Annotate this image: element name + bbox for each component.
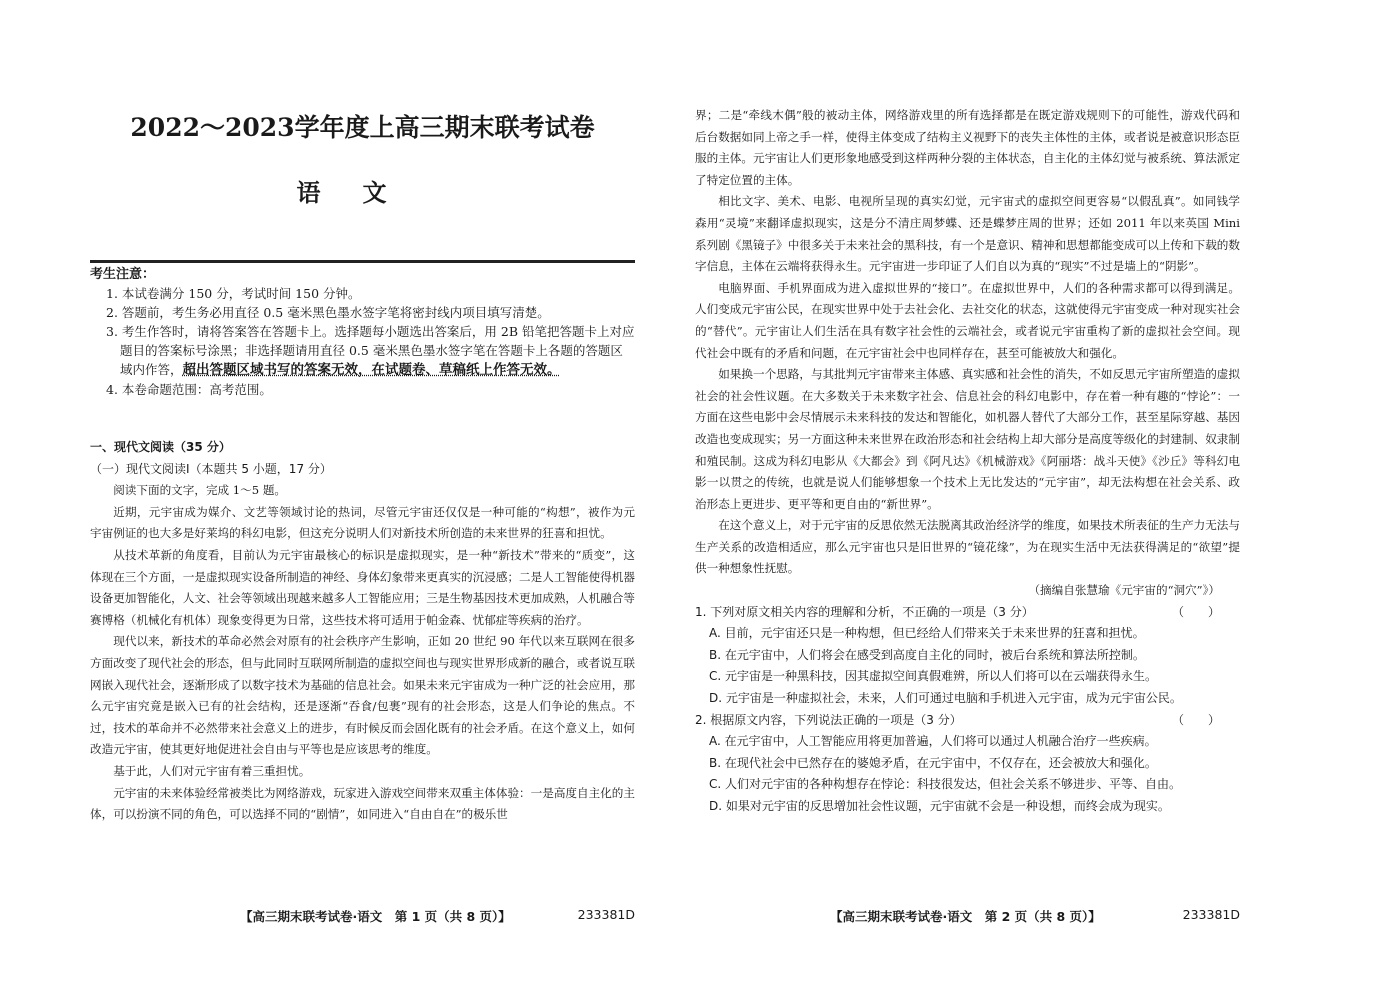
paragraph: 如果换一个思路，与其批判元宇宙带来主体感、真实感和社会性的消失，不如反思元宇宙所塑造的虚拟社会的社会性议题。在大多数关于未来数字社会、信息社会的科幻电影中，存在着一种有趣的“悖论”：一方面在这些电影中会尽情展示未来科技的发达和智能化，如机器人替代了大部分工作，甚至星际穿越、基因改造也变成现实；另一方面这种未来世界在政治形态和社会结构上却大部分是高度等级化的封建制、奴隶制和殖民制。这成为科幻电影从《大都会》到《阿凡达》《机械游戏》《阿丽塔：战斗天使》《沙丘》等科幻电影一以贯之的传统，也就是说人们能够想象一个技术上无比发达的“元宇宙”，却无法构想在社会关系、政治形态上更进步、更平等和更自由的“新世界”。 [695, 367, 1240, 511]
paragraph: 从技术革新的角度看，目前认为元宇宙最核心的标识是虚拟现实，是一种“新技术”带来的“质变”，这体现在三个方面，一是虚拟现实设备所制造的神经、身体幻象带来更真实的沉浸感；二是人工智能使得机器设备更加智能化，人文、社会等领域出现越来越多人工智能应用；三是生物基因技术更加成熟，人机融合等赛博格（机械化有机体）现象变得更为日常，这些技术将可适用于帕金森、忧郁症等疾病的治疗。 [90, 547, 635, 627]
paragraph: 在这个意义上，对于元宇宙的反思依然无法脱离其政治经济学的维度，如果技术所表征的生产力无法与生产关系的改造相适应，那么元宇宙也只是旧世界的“镜花缘”，为在现实生活中无法获得满足的“欲望”提供一种想象性抚慰。 [695, 518, 1240, 576]
paragraph: 元宇宙的未来体验经常被类比为网络游戏，玩家进入游戏空间带来双重主体体验：一是高度自主化的主体，可以扮演不同的角色，可以选择不同的“剧情”，如同进入“自由自在”的极乐世 [90, 785, 635, 822]
option-b: B. 在现代社会中已然存在的婆媳矛盾，在元宇宙中，不仅存在，还会被放大和强化。 [709, 755, 1157, 770]
paragraph: 基于此，人们对元宇宙有着三重担忧。 [113, 763, 311, 778]
subsection-heading: （一）现代文阅读Ⅰ（本题共 5 小题，17 分） [90, 461, 332, 476]
subject-title: 语文 [296, 178, 429, 207]
left-page [90, 95, 635, 925]
paragraph: 现代以来，新技术的革命必然会对原有的社会秩序产生影响，正如 20 世纪 90 年代以来互联网在很多方面改变了现代社会的形态，但与此同时互联网所制造的虚拟空间也与现实世界形成新的融合，或者说互联网嵌入现代社会，逐渐形成了以数字技术为基础的信息社会。如果未来元宇宙成为一种广泛的社会应用，那么元宇宙究竟是嵌入已有的社会结构，还是逐渐“吞食/包裹”现有的社会形态，这是人们争论的焦点。不过，技术的革命并不必然带来社会意义上的进步，有时候反而会固化既有的社会矛盾。在这个意义上，如何改造元宇宙，使其更好地促进社会自由与平等也是应该思考的维度。 [90, 634, 635, 757]
paragraph: 界；二是“牵线木偶”般的被动主体，网络游戏里的所有选择都是在既定游戏规则下的可能性，游戏代码和后台数据如同上帝之手一样，使得主体变成了结构主义视野下的丧失主体性的主体，或者说是被意识形态臣服的主体。元宇宙让人们更形象地感受到这样两种分裂的主体状态，自主化的主体幻觉与被系统、算法派定了特定位置的主体。 [695, 108, 1240, 187]
footer-label: 【高三期末联考试卷·语文 第 2 页（共 8 页）】 [830, 909, 1101, 924]
paragraph: 近期，元宇宙成为媒介、文艺等领域讨论的热词，尽管元宇宙还仅仅是一种可能的“构想”，被作为元宇宙例证的也大多是好莱坞的科幻电影，但这充分说明人们对新技术所创造的未来世界的狂喜和担忧。 [90, 504, 635, 541]
option-a: A. 在元宇宙中，人工智能应用将更加普遍，人们将可以通过人机融合治疗一些疾病。 [709, 734, 1157, 749]
left-body [90, 437, 635, 826]
notice-item-3 [90, 322, 635, 380]
paragraph: 电脑界面、手机界面成为进入虚拟世界的“接口”。在虚拟世界中，人们的各种需求都可以得到满足。人们变成元宇宙公民，在现实世界中处于去社会化、去社交化的状态，这就使得元宇宙变成一种对现实社会的“替代”。元宇宙让人们生活在具有数字社会性的云端社会，或者说元宇宙重构了新的虚拟社会空间。现代社会中既有的矛盾和问题，在元宇宙社会中也同样存在，甚至可能被放大和强化。 [695, 280, 1240, 360]
right-body [695, 105, 1240, 818]
option-d: D. 元宇宙是一种虚拟社会，未来，人们可通过电脑和手机进入元宇宙，成为元宇宙公民。 [709, 691, 1182, 706]
right-page [695, 95, 1240, 925]
notice-item-3-text: 3. 考生作答时，请将答案答在答题卡上。选择题每小题选出答案后，用 2B 铅笔把答题卡上对应题目的答案标号涂黑；非选择题请用直径 0.5 毫米黑色墨水签字笔在答题卡上各题的答题区域内作答， [106, 324, 635, 377]
header-rule [90, 260, 635, 263]
option-c: C. 元宇宙是一种黑科技，因其虚拟空间真假难辨，所以人们将可以在云端获得永生。 [709, 669, 1158, 684]
notice-item-4: 4. 本卷命题范围：高考范围。 [106, 382, 272, 397]
option-d: D. 如果对元宇宙的反思增加社会性议题，元宇宙就不会是一种设想，而终会成为现实。 [709, 799, 1170, 813]
option-b: B. 在元宇宙中，人们将会在感受到高度自主化的同时，被后台系统和算法所控制。 [709, 647, 1145, 662]
footer-code: 233381D [1182, 907, 1240, 922]
footer-label: 【高三期末联考试卷·语文 第 1 页（共 8 页）】 [240, 909, 511, 924]
notice-heading: 考生注意： [90, 267, 156, 282]
paragraph: 相比文字、美术、电影、电视所呈现的真实幻觉，元宇宙式的虚拟空间更容易“以假乱真”。如同钱学森用“灵境”来翻译虚拟现实，这是分不清庄周梦蝶、还是蝶梦庄周的世界；还如 2011 年以来英国 Mini 系列剧《黑镜子》中很多关于未来社会的黑科技，有一个是意识、精神和思想都能变成可以上传和下载的数字信息，主体在云端将获得永生。元宇宙进一步印证了人们自以为真的“现实”不过是墙上的“阴影”。 [695, 194, 1240, 274]
notice-item-1: 1. 本试卷满分 150 分，考试时间 150 分钟。 [106, 286, 361, 301]
exam-title: 2022～2023学年度上高三期末联考试卷 [130, 113, 595, 142]
notice-bold-warning: 超出答题区域书写的答案无效，在试题卷、草稿纸上作答无效。 [182, 362, 561, 378]
question-stem: 1. 下列对原文相关内容的理解和分析，不正确的一项是（3 分） [695, 604, 1034, 619]
candidate-notice [90, 265, 635, 399]
answer-blank: （ ） [1171, 712, 1220, 727]
answer-blank: （ ） [1171, 604, 1220, 619]
question-stem: 2. 根据原文内容，下列说法正确的一项是（3 分） [695, 712, 962, 727]
notice-item-2: 2. 答题前，考生务必用直径 0.5 毫米黑色墨水签字笔将密封线内项目填写清楚。 [106, 305, 550, 320]
question-2 [695, 710, 1240, 732]
option-a: A. 目前，元宇宙还只是一种构想，但已经给人们带来关于未来世界的狂喜和担忧。 [709, 626, 1145, 641]
source-citation: （摘编自张慧瑜《元宇宙的“洞穴”》） [1028, 583, 1220, 598]
question-1 [695, 602, 1240, 624]
section-heading: 一、现代文阅读（35 分） [90, 440, 231, 454]
option-c: C. 人们对元宇宙的各种构想存在悖论：科技很发达，但社会关系不够进步、平等、自由。 [709, 777, 1182, 792]
footer-code: 233381D [577, 907, 635, 922]
instruction: 阅读下面的文字，完成 1～5 题。 [113, 483, 287, 498]
